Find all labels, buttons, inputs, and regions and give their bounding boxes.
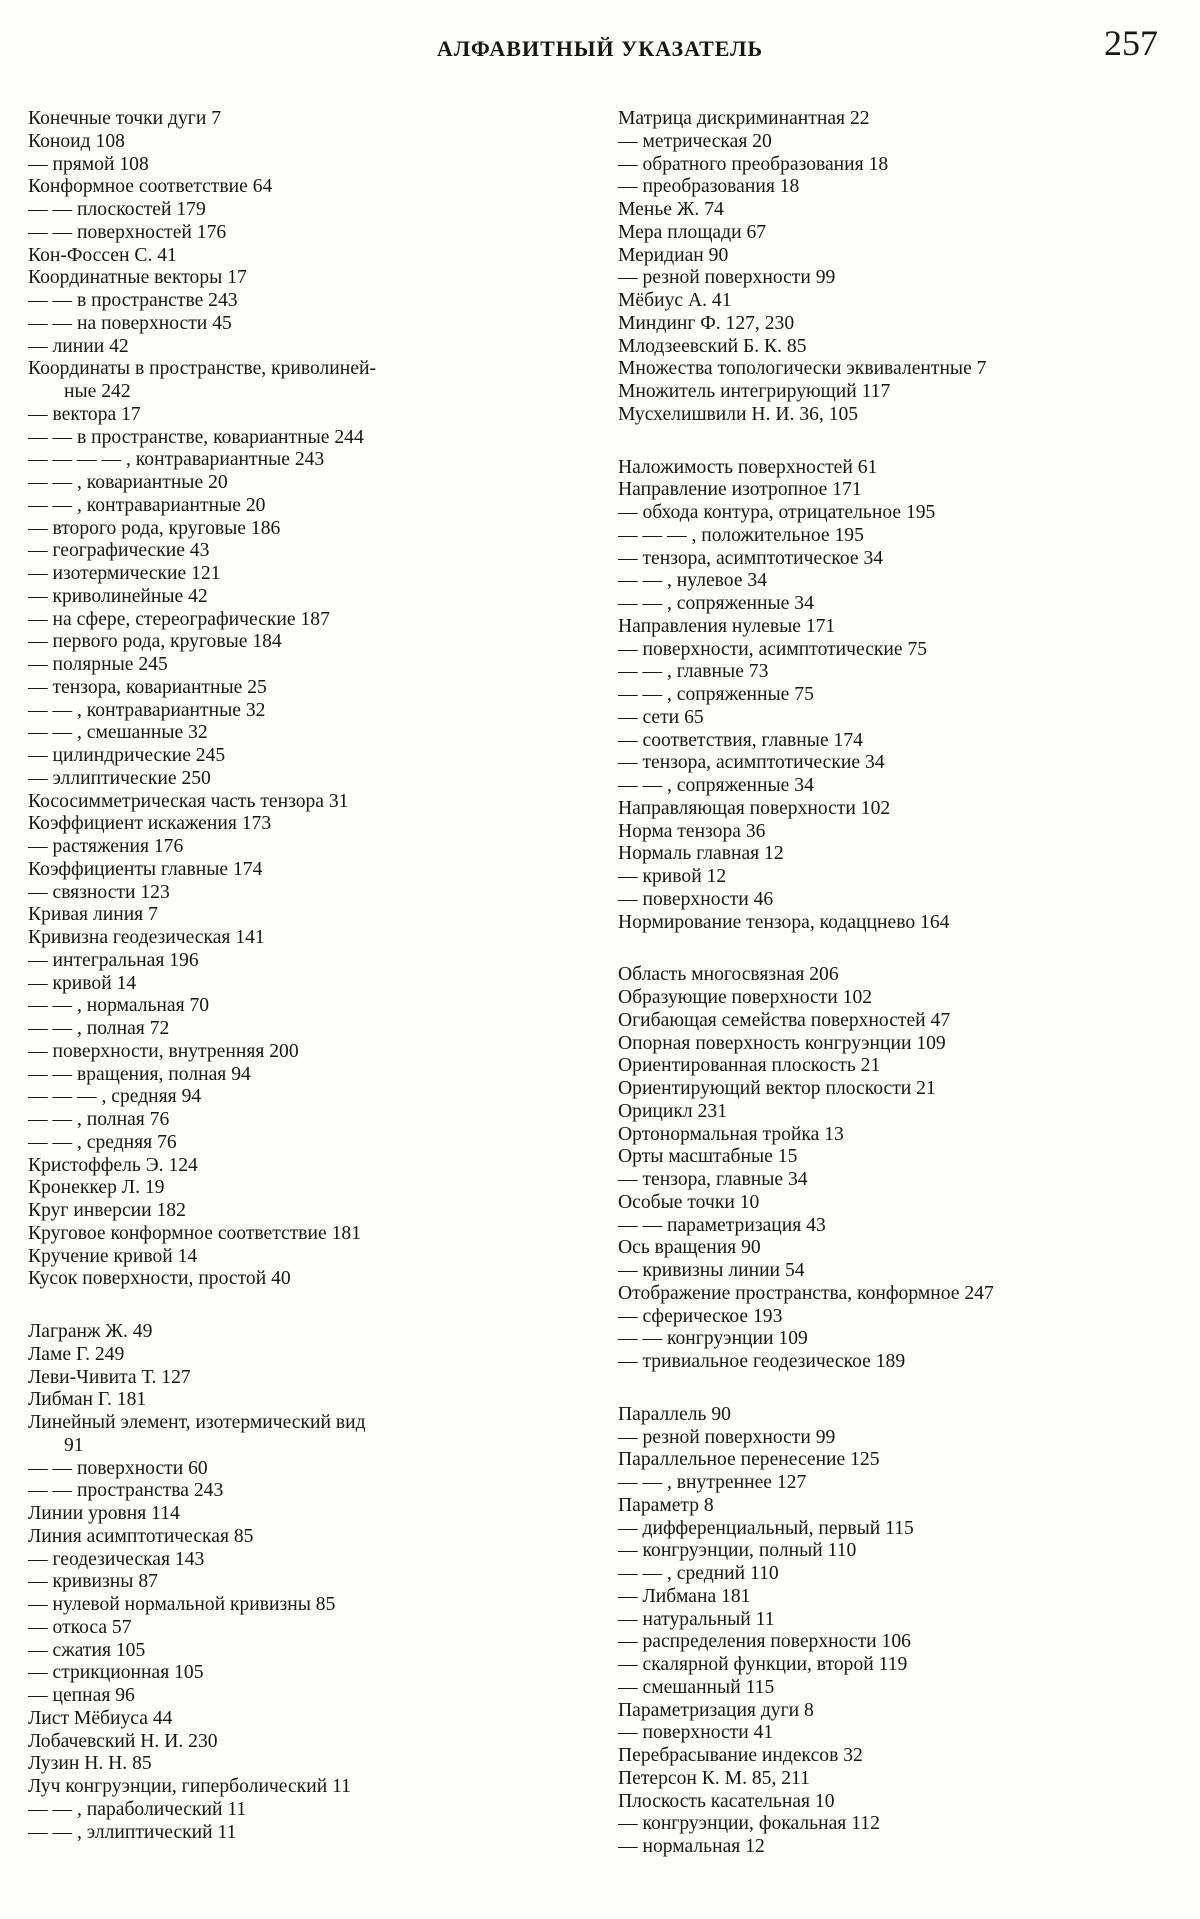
index-entry: — — на поверхности 45 xyxy=(28,312,232,334)
index-entry: Ось вращения 90 xyxy=(618,1237,761,1259)
index-entry: Кососимметрическая часть тензора 31 xyxy=(28,790,349,812)
index-entry: Нормирование тензора, кодаццнево 164 xyxy=(618,911,950,933)
index-entry: Лагранж Ж. 49 xyxy=(28,1321,153,1342)
index-entry: Параллель 90 xyxy=(618,1403,731,1425)
index-entry: — сжатия 105 xyxy=(28,1639,146,1661)
index-entry: Конечные точки дуги 7 xyxy=(28,108,222,129)
index-entry: — на сфере, стереографические 187 xyxy=(28,608,330,630)
index-entry: Круговое конформное соответствие 181 xyxy=(28,1222,362,1244)
index-entry: — — , сопряженные 34 xyxy=(618,775,814,796)
section-gap xyxy=(618,1374,1183,1404)
index-entry: — — — , положительное 195 xyxy=(618,524,864,546)
index-entry: 91 xyxy=(64,1434,84,1456)
index-entry: — натуральный 11 xyxy=(618,1608,775,1630)
index-entry: — поверхности 41 xyxy=(618,1722,774,1744)
index-entry: — скалярной функции, второй 119 xyxy=(618,1654,908,1675)
index-entry: Координатные векторы 17 xyxy=(28,267,247,289)
index-entry: Ориентированная плоскость 21 xyxy=(618,1055,881,1077)
index-entry: Мера площади 67 xyxy=(618,221,767,243)
section-gap xyxy=(618,934,1183,964)
index-entry: — поверхности, внутренняя 200 xyxy=(28,1040,299,1062)
index-entry: Направления нулевые 171 xyxy=(618,615,836,637)
index-entry: Лобачевский Н. И. 230 xyxy=(28,1730,218,1752)
index-entry: Параметризация дуги 8 xyxy=(618,1699,814,1721)
index-entry: — — , контравариантные 20 xyxy=(28,494,266,516)
index-entry: — конгруэнции, фокальная 112 xyxy=(618,1813,880,1835)
index-entry: — тривиальное геодезическое 189 xyxy=(618,1351,906,1372)
index-entry: Миндинг Ф. 127, 230 xyxy=(618,312,795,334)
index-entry: Область многосвязная 206 xyxy=(618,964,839,986)
index-entry: — метрическая 20 xyxy=(618,130,772,152)
index-entry: — — плоскостей 179 xyxy=(28,199,206,220)
index-entry: — — конгруэнции 109 xyxy=(618,1328,808,1350)
index-entry: Норма тензора 36 xyxy=(618,820,766,842)
index-entry: — — , полная 76 xyxy=(28,1109,170,1130)
index-entry: Множитель интегрирующий 117 xyxy=(618,381,891,402)
index-entry: — дифференциальный, первый 115 xyxy=(618,1517,914,1539)
index-entry: — — , сопряженные 75 xyxy=(618,684,814,705)
index-entry: Луч конгруэнции, гиперболический 11 xyxy=(28,1776,351,1797)
index-entry: — — вращения, полная 94 xyxy=(28,1063,251,1085)
index-entry: Матрица дискриминантная 22 xyxy=(618,108,870,129)
index-entry: — нормальная 12 xyxy=(618,1836,765,1857)
index-entry: — кривой 14 xyxy=(28,972,137,994)
index-entry: Кривизна геодезическая 141 xyxy=(28,927,265,948)
index-entry: Ориентирующий вектор плоскости 21 xyxy=(618,1078,936,1099)
index-entry: — — , нулевое 34 xyxy=(618,570,768,592)
index-entry: — тензора, асимптотическое 34 xyxy=(618,547,884,569)
index-entry: — Либмана 181 xyxy=(618,1585,751,1607)
index-entry: — сети 65 xyxy=(618,706,704,728)
index-entry: Плоскость касательная 10 xyxy=(618,1790,835,1812)
index-entry: Линия асимптотическая 85 xyxy=(28,1525,254,1547)
index-entry: Кривая линия 7 xyxy=(28,904,158,926)
index-entry: — — , нормальная 70 xyxy=(28,995,210,1017)
index-entry: Коэффициенты главные 174 xyxy=(28,858,263,880)
index-entry: — — , ковариантные 20 xyxy=(28,472,228,493)
index-entry: Огибающая семейства поверхностей 47 xyxy=(618,1009,951,1031)
index-entry: — криволинейные 42 xyxy=(28,585,208,607)
index-entry: Млодзеевский Б. К. 85 xyxy=(618,335,807,357)
index-entry: — изотермические 121 xyxy=(28,563,221,584)
index-entry: — поверхности 46 xyxy=(618,888,774,910)
index-entry: — эллиптические 250 xyxy=(28,767,211,789)
index-entry: — — параметризация 43 xyxy=(618,1214,826,1236)
index-entry: — кривизны линии 54 xyxy=(618,1260,805,1281)
index-entry: — — — , средняя 94 xyxy=(28,1086,202,1108)
index-entry: Отображение пространства, конформное 247 xyxy=(618,1282,994,1304)
index-entry: Нормаль главная 12 xyxy=(618,843,784,865)
index-entry: — преобразования 18 xyxy=(618,176,800,198)
index-entry: — полярные 245 xyxy=(28,654,168,675)
index-entry: Кон-Фоссен С. 41 xyxy=(28,244,177,266)
index-entry: Образующие поверхности 102 xyxy=(618,987,873,1008)
index-entry: Наложимость поверхностей 61 xyxy=(618,456,878,478)
page-number: 257 xyxy=(1104,23,1158,63)
index-entry: Орицикл 231 xyxy=(618,1100,727,1122)
index-entry: — — — — , контравариантные 243 xyxy=(28,449,325,471)
index-entry: — — в пространстве 243 xyxy=(28,290,238,311)
index-entry: Леви-Чивита Т. 127 xyxy=(28,1366,191,1388)
index-entry: Опорная поверхность конгруэнции 109 xyxy=(618,1032,946,1054)
index-entry: — — пространства 243 xyxy=(28,1480,224,1502)
index-entry: — сферическое 193 xyxy=(618,1305,783,1327)
index-entry: — связности 123 xyxy=(28,881,170,903)
index-entry: — тензора, ковариантные 25 xyxy=(28,676,267,698)
index-entry: Мёбиус А. 41 xyxy=(618,290,732,311)
index-entry: — первого рода, круговые 184 xyxy=(28,631,282,653)
index-entry: Кристоффель Э. 124 xyxy=(28,1154,198,1176)
index-entry: Множества топологически эквивалентные 7 xyxy=(618,358,987,380)
index-entry: Коэффициент искажения 173 xyxy=(28,813,272,835)
index-entry: — обхода контура, отрицательное 195 xyxy=(618,502,936,523)
index-entry: — нулевой нормальной кривизны 85 xyxy=(28,1594,336,1615)
index-entry: — цилиндрические 245 xyxy=(28,745,226,766)
index-entry: Мусхелишвили Н. И. 36, 105 xyxy=(618,403,859,425)
index-entry: Кусок поверхности, простой 40 xyxy=(28,1268,291,1290)
index-entry: Ортонормальная тройка 13 xyxy=(618,1123,844,1145)
index-entry: Линейный элемент, изотермический вид xyxy=(28,1412,366,1433)
index-entry: Линии уровня 114 xyxy=(28,1503,180,1524)
index-entry: — тензора, главные 34 xyxy=(618,1169,808,1190)
index-entry: — кривизны 87 xyxy=(28,1571,158,1593)
index-entry: — — , средний 110 xyxy=(618,1563,779,1584)
index-entry: — прямой 108 xyxy=(28,153,149,175)
index-entry: Круг инверсии 182 xyxy=(28,1200,186,1221)
index-entry: — — поверхностей 176 xyxy=(28,221,227,243)
index-entry: Особые точки 10 xyxy=(618,1191,760,1213)
index-entry: Перебрасывание индексов 32 xyxy=(618,1745,863,1766)
index-entry: — — в пространстве, ковариантные 244 xyxy=(28,426,364,448)
index-entry: Либман Г. 181 xyxy=(28,1389,147,1411)
index-entry: — интегральная 196 xyxy=(28,949,199,971)
index-entry: — вектора 17 xyxy=(28,403,141,425)
index-entry: — — , внутреннее 127 xyxy=(618,1472,807,1493)
index-entry: Кронеккер Л. 19 xyxy=(28,1177,165,1199)
index-entry: Направляющая поверхности 102 xyxy=(618,797,891,819)
index-column-left xyxy=(28,108,588,1844)
index-entry: Направление изотропное 171 xyxy=(618,479,862,501)
index-entry: — линии 42 xyxy=(28,335,129,357)
section-gap xyxy=(618,427,1183,457)
index-entry: — географические 43 xyxy=(28,540,210,562)
index-entry: Конформное соответствие 64 xyxy=(28,176,273,198)
index-entry: — геодезическая 143 xyxy=(28,1548,205,1570)
index-entry: — обратного преобразования 18 xyxy=(618,153,889,175)
index-entry: Орты масштабные 15 xyxy=(618,1146,798,1168)
index-entry: — тензора, асимптотические 34 xyxy=(618,752,885,774)
index-entry: Параллельное перенесение 125 xyxy=(618,1449,880,1471)
index-entry: Петерсон К. М. 85, 211 xyxy=(618,1767,810,1789)
index-entry: — — , сопряженные 34 xyxy=(618,593,814,614)
index-entry: — смешанный 115 xyxy=(618,1676,775,1698)
index-entry: — — , полная 72 xyxy=(28,1018,170,1039)
page-title: АЛФАВИТНЫЙ УКАЗАТЕЛЬ xyxy=(436,36,764,61)
index-entry: Кручение кривой 14 xyxy=(28,1245,198,1267)
index-entry: Коноид 108 xyxy=(28,130,125,152)
index-entry: — кривой 12 xyxy=(618,866,727,887)
index-entry: — поверхности, асимптотические 75 xyxy=(618,638,928,660)
index-entry: — — , эллиптический 11 xyxy=(28,1821,237,1843)
index-entry: — цепная 96 xyxy=(28,1685,135,1706)
index-entry: — конгруэнции, полный 110 xyxy=(618,1540,857,1562)
index-entry: — — , главные 73 xyxy=(618,661,769,683)
index-entry: Лист Мёбиуса 44 xyxy=(28,1707,173,1729)
index-entry: — — , контравариантные 32 xyxy=(28,699,266,721)
index-entry: Параметр 8 xyxy=(618,1494,714,1516)
index-entry: — — , средняя 76 xyxy=(28,1131,177,1153)
index-entry: Координаты в пространстве, криволиней- xyxy=(28,358,376,380)
index-column-right xyxy=(618,108,1183,1859)
index-entry: — откоса 57 xyxy=(28,1616,132,1638)
index-entry: — соответствия, главные 174 xyxy=(618,729,863,751)
index-entry: ные 242 xyxy=(64,381,131,402)
index-entry: — распределения поверхности 106 xyxy=(618,1631,911,1653)
index-entry: — — , параболический 11 xyxy=(28,1798,247,1820)
index-entry: — стрикционная 105 xyxy=(28,1662,204,1684)
index-entry: — резной поверхности 99 xyxy=(618,1426,836,1448)
index-entry: Лузин Н. Н. 85 xyxy=(28,1753,152,1775)
index-entry: — — поверхности 60 xyxy=(28,1457,208,1479)
index-entry: Ламе Г. 249 xyxy=(28,1343,125,1365)
section-gap xyxy=(28,1291,588,1321)
index-entry: — второго рода, круговые 186 xyxy=(28,517,281,539)
index-entry: — растяжения 176 xyxy=(28,836,184,857)
index-entry: Меридиан 90 xyxy=(618,244,729,266)
index-entry: — — , смешанные 32 xyxy=(28,722,208,744)
index-entry: — резной поверхности 99 xyxy=(618,267,836,289)
index-entry: Менье Ж. 74 xyxy=(618,199,724,220)
